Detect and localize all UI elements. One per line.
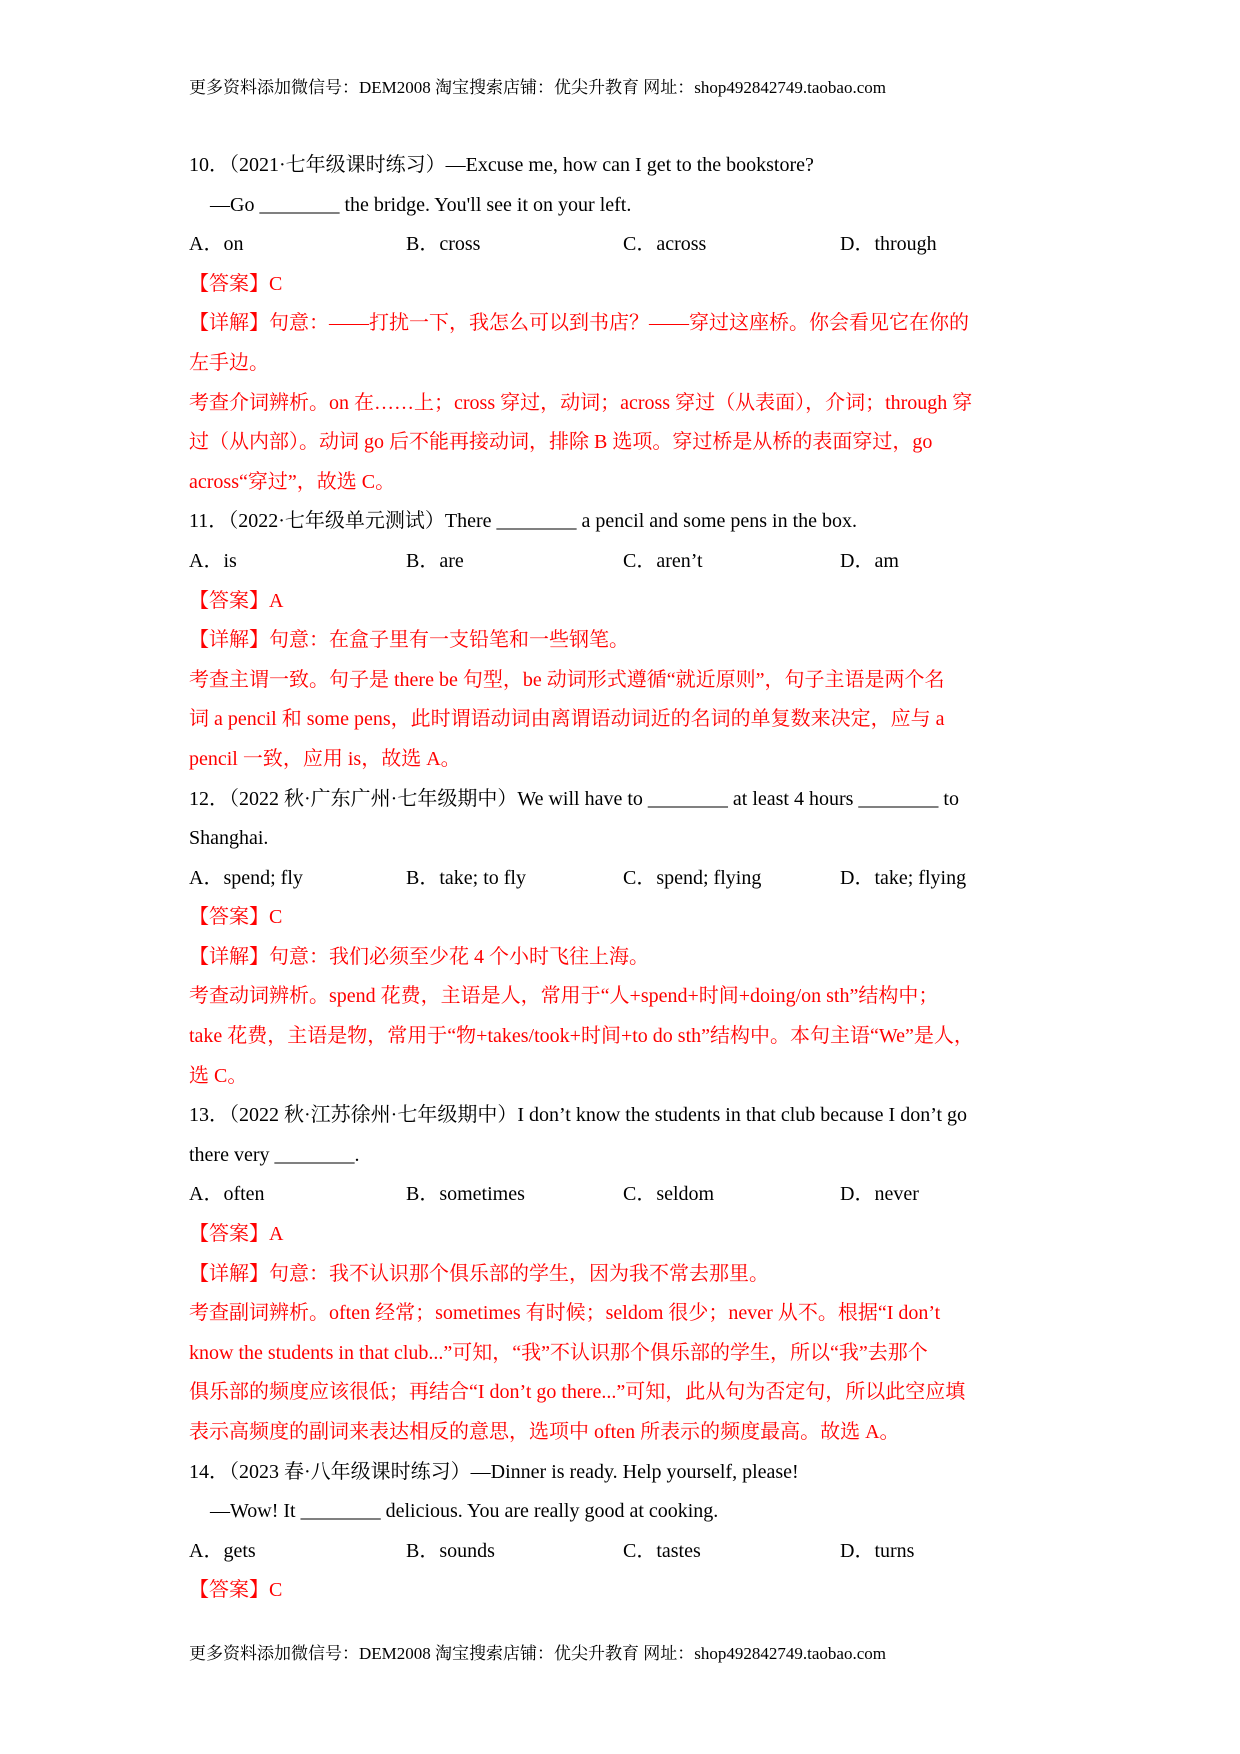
option-d: D．turns bbox=[840, 1539, 915, 1562]
question-11 bbox=[189, 502, 1064, 779]
option-a: A．is bbox=[189, 549, 237, 572]
option-a: A．spend; fly bbox=[189, 866, 303, 889]
option-b: B．are bbox=[406, 549, 464, 572]
option-a: A．often bbox=[189, 1183, 265, 1206]
question-list bbox=[189, 146, 1064, 1611]
option-d: D．never bbox=[840, 1183, 919, 1206]
option-a: A．on bbox=[189, 233, 244, 256]
page-footer: 更多资料添加微信号：DEM2008 淘宝搜索店铺：优尖升教育 网址：shop492842749.taobao.com bbox=[189, 1644, 886, 1663]
explanation-line: 过（从内部）。动词 go 后不能再接动词，排除 B 选项。穿过桥是从桥的表面穿过，go bbox=[189, 431, 933, 454]
question-12 bbox=[189, 780, 1064, 1097]
page-header: 更多资料添加微信号：DEM2008 淘宝搜索店铺：优尖升教育 网址：shop492842749.taobao.com bbox=[189, 78, 886, 97]
explanation-line: 【详解】句意：在盒子里有一支铅笔和一些钢笔。 bbox=[189, 629, 629, 652]
question-stem-line: 12．（2022 秋·广东广州·七年级期中）We will have to ________ at least 4 hours ________ to bbox=[189, 787, 959, 810]
explanation-line: across“穿过”，故选 C。 bbox=[189, 470, 396, 493]
question-stem-line: —Go ________ the bridge. You'll see it on your left. bbox=[210, 193, 632, 216]
option-c: C．tastes bbox=[623, 1539, 701, 1562]
options-row bbox=[189, 225, 1064, 265]
option-b: B．take; to fly bbox=[406, 866, 526, 889]
option-d: D．through bbox=[840, 233, 937, 256]
explanation-line: 考查主谓一致。句子是 there be 句型，be 动词形式遵循“就近原则”，句子主语是两个名 bbox=[189, 668, 945, 691]
answer-line: 【答案】A bbox=[189, 1223, 284, 1246]
option-d: D．take; flying bbox=[840, 866, 967, 889]
answer-line: 【答案】A bbox=[189, 589, 284, 612]
options-row bbox=[189, 1532, 1064, 1572]
explanation-line: 左手边。 bbox=[189, 351, 269, 374]
question-10 bbox=[189, 146, 1064, 502]
explanation-line: 【详解】句意：我们必须至少花 4 个小时飞往上海。 bbox=[189, 945, 649, 968]
explanation-line: 表示高频度的副词来表达相反的意思，选项中 often 所表示的频度最高。故选 A。 bbox=[189, 1421, 900, 1443]
question-13 bbox=[189, 1096, 1064, 1452]
question-stem-line: 11．（2022·七年级单元测试）There ________ a pencil and some pens in the box. bbox=[189, 510, 858, 533]
explanation-line: 【详解】句意：——打扰一下，我怎么可以到书店？——穿过这座桥。你会看见它在你的 bbox=[189, 312, 969, 335]
explanation-line: 考查副词辨析。often 经常；sometimes 有时候；seldom 很少；never 从不。根据“I don’t bbox=[189, 1302, 941, 1325]
question-stem-line: —Wow! It ________ delicious. You are really good at cooking. bbox=[210, 1500, 719, 1523]
explanation-line: know the students in that club...”可知，“我”不认识那个俱乐部的学生，所以“我”去那个 bbox=[189, 1341, 928, 1364]
explanation-line: take 花费，主语是物，常用于“物+takes/took+时间+to do sth”结构中。本句主语“We”是人， bbox=[189, 1025, 974, 1048]
option-d: D．am bbox=[840, 549, 899, 572]
question-stem-line: 13．（2022 秋·江苏徐州·七年级期中）I don’t know the students in that club because I don’t go bbox=[189, 1104, 968, 1127]
explanation-line: 考查动词辨析。spend 花费，主语是人，常用于“人+spend+时间+doing/on sth”结构中； bbox=[189, 985, 939, 1008]
explanation-line: 俱乐部的频度应该很低；再结合“I don’t go there...”可知，此从句为否定句，所以此空应填 bbox=[189, 1381, 966, 1404]
explanation-line: 考查介词辨析。on 在……上；cross 穿过，动词；across 穿过（从表面），介词；through 穿 bbox=[189, 391, 973, 414]
options-row bbox=[189, 542, 1064, 582]
option-c: C．spend; flying bbox=[623, 866, 762, 889]
answer-line: 【答案】C bbox=[189, 906, 283, 929]
explanation-line: 词 a pencil 和 some pens，此时谓语动词由离谓语动词近的名词的单复数来决定，应与 a bbox=[189, 708, 945, 731]
explanation-line: pencil 一致，应用 is，故选 A。 bbox=[189, 747, 461, 770]
question-stem-line: 14．（2023 春·八年级课时练习）—Dinner is ready. Help yourself, please! bbox=[189, 1460, 799, 1483]
question-14 bbox=[189, 1453, 1064, 1611]
option-b: B．sounds bbox=[406, 1539, 495, 1562]
explanation-line: 【详解】句意：我不认识那个俱乐部的学生，因为我不常去那里。 bbox=[189, 1262, 769, 1285]
options-row bbox=[189, 1175, 1064, 1215]
option-c: C．aren’t bbox=[623, 549, 703, 572]
option-a: A．gets bbox=[189, 1539, 256, 1562]
answer-line: 【答案】C bbox=[189, 1579, 283, 1602]
option-c: C．across bbox=[623, 233, 707, 256]
option-b: B．cross bbox=[406, 233, 481, 256]
question-stem-line: 10．（2021·七年级课时练习）—Excuse me, how can I get to the bookstore? bbox=[189, 154, 814, 176]
option-b: B．sometimes bbox=[406, 1183, 525, 1206]
explanation-line: 选 C。 bbox=[189, 1064, 248, 1087]
options-row bbox=[189, 859, 1064, 899]
question-stem-line: Shanghai. bbox=[189, 827, 269, 850]
answer-line: 【答案】C bbox=[189, 272, 283, 295]
question-stem-line: there very ________. bbox=[189, 1143, 360, 1166]
option-c: C．seldom bbox=[623, 1183, 715, 1206]
